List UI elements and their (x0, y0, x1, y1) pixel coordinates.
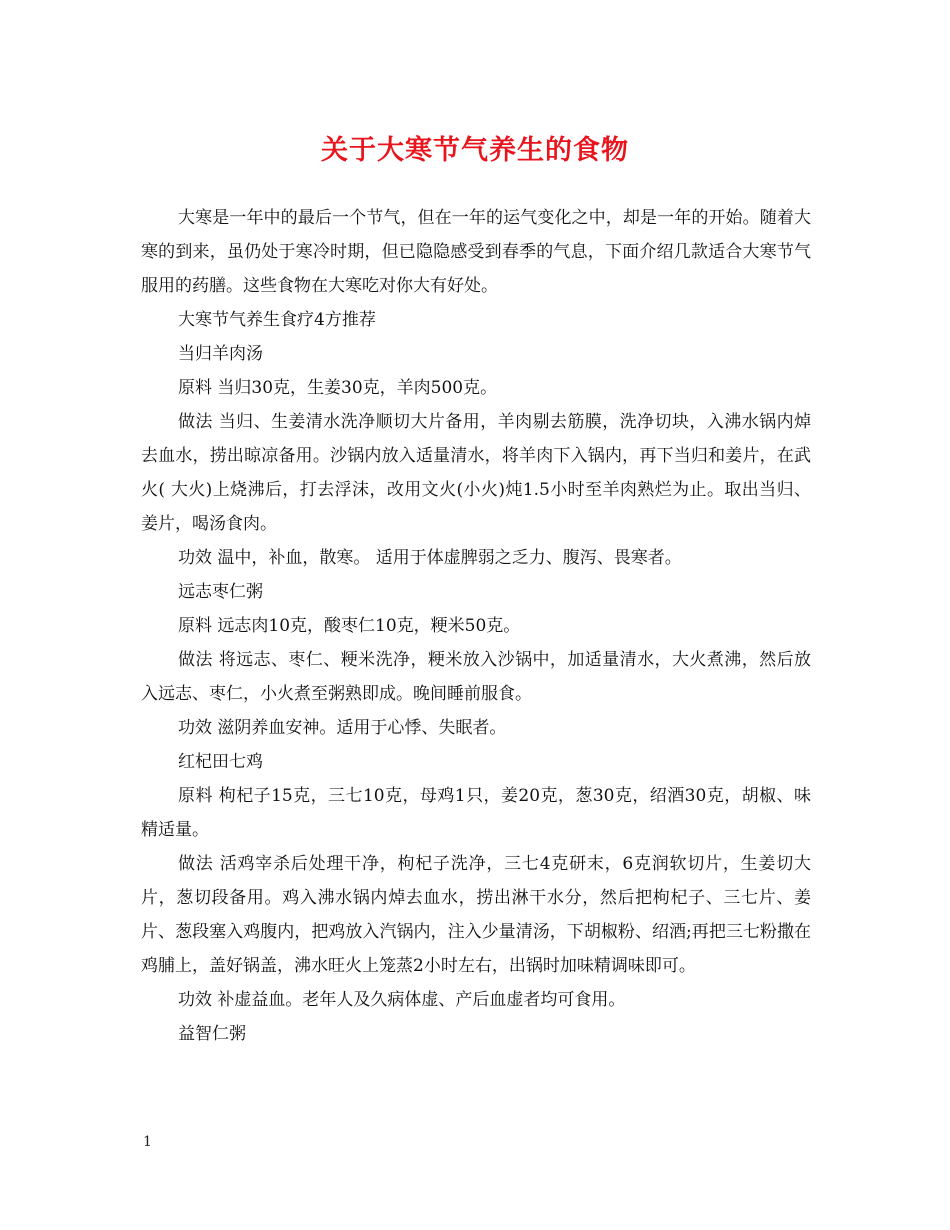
recipe-title: 益智仁粥 (178, 1024, 246, 1044)
recipe-method: 做法 将远志、枣仁、粳米洗净，粳米放入沙锅中，加适量清水，大火煮沸，然后放入远志、枣仁，小火煮至粥熟即成。晚间睡前服食。 (141, 650, 811, 704)
recipe-title: 当归羊肉汤 (178, 344, 263, 364)
recipe-ingredients: 原料 远志肉10克，酸枣仁10克，粳米50克。 (178, 616, 521, 636)
document-title: 关于大寒节气养生的食物 (321, 135, 629, 166)
recipe-method: 做法 活鸡宰杀后处理干净，枸杞子洗净，三七4克研末，6克润软切片，生姜切大片，葱切段备用。鸡入沸水锅内焯去血水，捞出淋干水分，然后把枸杞子、三七片、姜片、葱段塞入鸡腹内，把鸡放入汽锅内，注入少量清汤，下胡椒粉、绍酒;再把三七粉撒在鸡脯上，盖好锅盖，沸水旺火上笼蒸2小时左右，出锅时加味精调味即可。 (141, 854, 811, 976)
recipe-title: 红杞田七鸡 (178, 752, 263, 772)
recipe-effect: 功效 滋阴养血安神。适用于心悸、失眠者。 (178, 718, 507, 738)
paragraph-intro: 大寒是一年中的最后一个节气，但在一年的运气变化之中，却是一年的开始。随着大寒的到来，虽仍处于寒冷时期，但已隐隐感受到春季的气息，下面介绍几款适合大寒节气服用的药膳。这些食物在大寒吃对你大有好处。 (141, 208, 811, 296)
recipe-ingredients: 原料 枸杞子15克，三七10克，母鸡1只，姜20克，葱30克，绍酒30克，胡椒、味精适量。 (141, 786, 811, 840)
recipe-title: 远志枣仁粥 (178, 582, 263, 602)
page-number: 1 (143, 1134, 152, 1150)
paragraph-section-heading: 大寒节气养生食疗4方推荐 (178, 310, 376, 330)
recipe-effect: 功效 温中，补血，散寒。 适用于体虚脾弱之乏力、腹泻、畏寒者。 (178, 548, 682, 568)
recipe-ingredients: 原料 当归30克，生姜30克，羊肉500克。 (178, 378, 498, 398)
recipe-method: 做法 当归、生姜清水洗净顺切大片备用，羊肉剔去筋膜，洗净切块，入沸水锅内焯去血水，捞出晾凉备用。沙锅内放入适量清水，将羊肉下入锅内，再下当归和姜片，在武火( 大火)上烧沸后，打去浮沫，改用文火(小火)炖1.5小时至羊肉熟烂为止。取出当归、姜片，喝汤食肉。 (141, 412, 811, 534)
document-body (141, 201, 811, 1051)
recipe-effect: 功效 补虚益血。老年人及久病体虚、产后血虚者均可食用。 (178, 990, 626, 1010)
